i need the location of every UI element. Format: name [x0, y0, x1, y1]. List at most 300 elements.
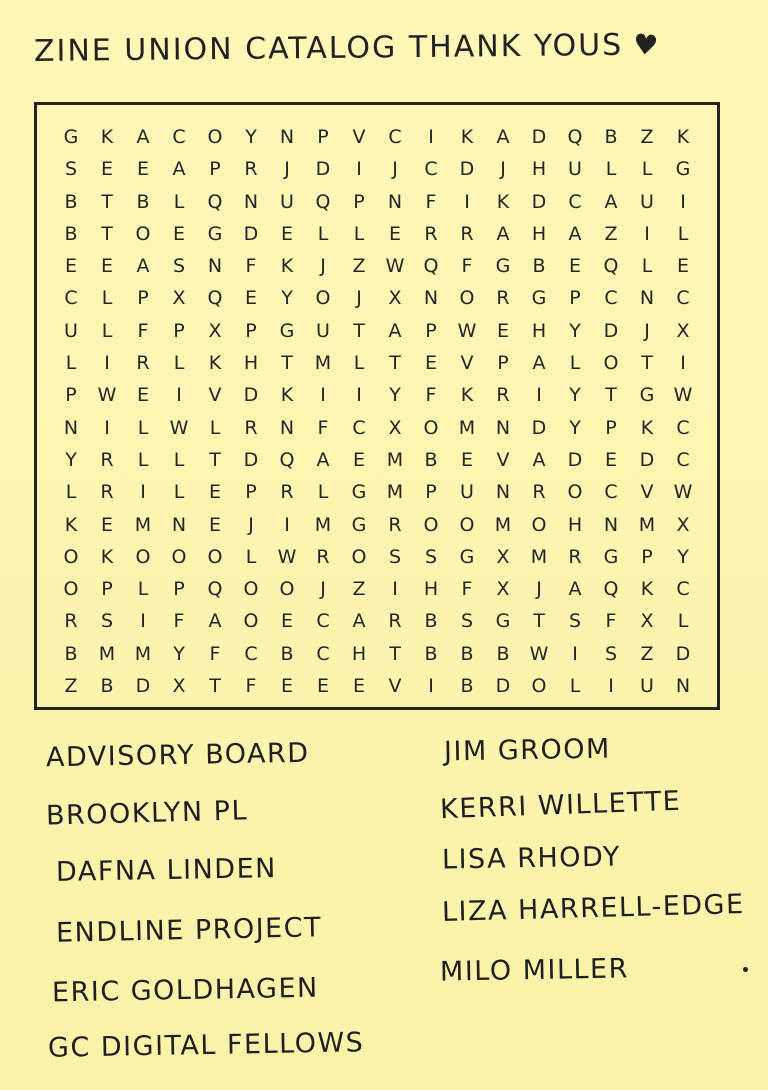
grid-cell: E [568, 255, 581, 278]
grid-cell: C [676, 416, 690, 439]
grid-cell: Q [207, 287, 223, 310]
grid-cell: E [244, 287, 257, 310]
word-list-item: ADVISORY BOARD [45, 737, 310, 774]
grid-cell: D [639, 448, 655, 471]
grid-cell: P [353, 190, 365, 213]
page-title [34, 27, 661, 69]
grid-cell: P [641, 545, 653, 568]
grid-cell: C [604, 481, 618, 504]
grid-cell: T [389, 352, 401, 375]
grid-cell: F [137, 319, 149, 342]
grid-cell: R [388, 610, 402, 633]
grid-cell: I [176, 384, 182, 407]
grid-cell: M [458, 416, 476, 439]
grid-cell: R [100, 448, 114, 471]
grid-cell: G [351, 513, 367, 536]
grid-cell: I [392, 578, 398, 601]
word-list-item: LIZA HARRELL-EDGE [441, 889, 745, 928]
grid-cell: C [352, 416, 366, 439]
grid-cell: X [496, 545, 510, 568]
grid-cell: M [314, 513, 332, 536]
grid-cell: D [675, 642, 691, 665]
grid-cell: R [460, 222, 474, 245]
grid-cell: R [136, 352, 150, 375]
grid-cell: B [532, 255, 546, 278]
grid-cell: L [101, 319, 113, 342]
grid-cell: H [531, 319, 547, 342]
grid-cell: Y [389, 384, 401, 407]
grid-cell: P [425, 319, 437, 342]
grid-cell: S [64, 158, 78, 181]
grid-cell: L [353, 352, 365, 375]
grid-cell: N [207, 255, 223, 278]
grid-cell: N [675, 675, 691, 698]
grid-cell: Y [569, 384, 581, 407]
grid-cell: E [136, 384, 149, 407]
grid-cell: V [208, 384, 222, 407]
grid-cell: B [496, 642, 510, 665]
grid-cell: C [172, 126, 186, 148]
grid-cell: O [459, 513, 475, 536]
grid-cell: X [640, 610, 654, 633]
grid-cell: D [567, 448, 583, 471]
grid-cell: B [64, 190, 78, 213]
grid-cell: B [100, 675, 114, 698]
grid-cell: K [460, 384, 474, 407]
grid-cell: U [640, 190, 654, 213]
grid-cell: O [207, 126, 223, 148]
grid-cell: Z [352, 255, 366, 278]
grid-cell: I [428, 675, 434, 698]
word-list-item: JIM GROOM [443, 733, 612, 768]
grid-cell: K [280, 384, 294, 407]
grid-cell: O [531, 513, 547, 536]
grid-cell: U [640, 675, 654, 698]
grid-cell: N [495, 416, 511, 439]
grid-cell: N [387, 190, 403, 213]
grid-cell: H [531, 158, 547, 181]
grid-cell: E [352, 675, 365, 698]
grid-cell: W [97, 384, 117, 407]
grid-cell: E [280, 675, 293, 698]
grid-cell: M [638, 513, 656, 536]
grid-cell: T [605, 384, 617, 407]
grid-cell: L [641, 255, 653, 278]
grid-cell: D [459, 158, 475, 181]
grid-cell: L [137, 448, 149, 471]
grid-cell: J [248, 513, 254, 536]
grid-cell: J [356, 287, 362, 310]
grid-cell: V [388, 675, 402, 698]
grid-cell: B [64, 222, 78, 245]
grid-cell: P [173, 319, 185, 342]
grid-cell: S [604, 642, 618, 665]
grid-cell: Y [281, 287, 293, 310]
grid-cell: F [461, 578, 473, 601]
grid-cell: Z [64, 675, 78, 698]
grid-cell: D [531, 190, 547, 213]
grid-cell: M [314, 352, 332, 375]
grid-cell: S [100, 610, 114, 633]
grid-cell: G [351, 481, 367, 504]
grid-cell: J [320, 578, 326, 601]
grid-cell: N [603, 513, 619, 536]
grid-cell: R [388, 513, 402, 536]
grid-cell: K [640, 578, 654, 601]
grid-cell: B [460, 642, 474, 665]
grid-cell: E [208, 481, 221, 504]
grid-cell: I [644, 222, 650, 245]
grid-cell: U [316, 319, 330, 342]
grid-cell: C [676, 287, 690, 310]
grid-cell: S [568, 610, 582, 633]
grid-cell: R [568, 545, 582, 568]
grid-cell: P [245, 481, 257, 504]
grid-cell: X [676, 513, 690, 536]
grid-cell: K [496, 190, 510, 213]
grid-cell: W [673, 384, 693, 407]
grid-cell: P [425, 481, 437, 504]
grid-cell: G [279, 319, 295, 342]
grid-cell: D [531, 126, 547, 148]
grid-cell: B [280, 642, 294, 665]
grid-cell: O [63, 545, 79, 568]
grid-cell: L [173, 190, 185, 213]
grid-cell: B [136, 190, 150, 213]
grid-cell: A [604, 190, 618, 213]
grid-cell: W [529, 642, 549, 665]
grid-cell: C [676, 448, 690, 471]
word-search-grid [53, 121, 701, 702]
grid-cell: Y [65, 448, 77, 471]
grid-cell: L [677, 222, 689, 245]
grid-cell: M [530, 545, 548, 568]
grid-cell: Y [677, 545, 689, 568]
grid-cell: H [423, 578, 439, 601]
grid-cell: E [100, 513, 113, 536]
grid-cell: G [603, 545, 619, 568]
grid-cell: Y [569, 319, 581, 342]
grid-cell: A [136, 126, 150, 148]
grid-cell: I [680, 352, 686, 375]
grid-cell: P [605, 416, 617, 439]
grid-cell: P [569, 287, 581, 310]
grid-cell: R [316, 545, 330, 568]
word-list-item: MILO MILLER [439, 953, 630, 988]
grid-cell: R [496, 287, 510, 310]
grid-cell: A [172, 158, 186, 181]
grid-cell: L [245, 545, 257, 568]
grid-cell: J [320, 255, 326, 278]
grid-cell: E [496, 319, 509, 342]
grid-cell: L [65, 352, 77, 375]
grid-cell: M [134, 642, 152, 665]
grid-cell: T [209, 448, 221, 471]
grid-cell: N [63, 416, 79, 439]
grid-cell: K [280, 255, 294, 278]
grid-cell: Q [603, 578, 619, 601]
grid-cell: E [100, 255, 113, 278]
word-list-item: LISA RHODY [441, 841, 622, 876]
grid-cell: A [136, 255, 150, 278]
grid-cell: D [135, 675, 151, 698]
grid-cell: G [531, 287, 547, 310]
grid-cell: G [495, 255, 511, 278]
grid-cell: O [63, 578, 79, 601]
grid-cell: E [604, 448, 617, 471]
word-list-item: ERIC GOLDHAGEN [51, 972, 319, 1009]
grid-cell: O [243, 578, 259, 601]
grid-cell: K [208, 352, 222, 375]
grid-cell: I [464, 190, 470, 213]
grid-cell: S [424, 545, 438, 568]
grid-cell: E [280, 610, 293, 633]
grid-cell: F [209, 642, 221, 665]
grid-cell: H [567, 513, 583, 536]
grid-cell: L [173, 481, 185, 504]
grid-cell: R [100, 481, 114, 504]
grid-cell: D [243, 384, 259, 407]
grid-cell: Z [352, 578, 366, 601]
grid-cell: N [639, 287, 655, 310]
grid-cell: A [532, 352, 546, 375]
grid-cell: M [98, 642, 116, 665]
grid-cell: C [388, 126, 402, 148]
grid-cell: A [208, 610, 222, 633]
grid-cell: P [209, 158, 221, 181]
grid-cell: I [680, 190, 686, 213]
grid-cell: I [140, 481, 146, 504]
grid-cell: I [428, 126, 434, 148]
grid-cell: L [641, 158, 653, 181]
grid-cell: O [171, 545, 187, 568]
grid-cell: T [533, 610, 545, 633]
grid-cell: I [104, 352, 110, 375]
grid-cell: C [424, 158, 438, 181]
grid-cell: G [495, 610, 511, 633]
grid-cell: V [352, 126, 366, 148]
grid-cell: L [101, 287, 113, 310]
grid-cell: C [64, 287, 78, 310]
grid-cell: G [63, 126, 79, 148]
word-list-item: BROOKLYN PL [45, 795, 249, 832]
grid-cell: I [140, 610, 146, 633]
grid-cell: O [423, 513, 439, 536]
grid-cell: F [605, 610, 617, 633]
grid-cell: U [64, 319, 78, 342]
grid-cell: C [676, 578, 690, 601]
grid-cell: P [101, 578, 113, 601]
grid-cell: E [316, 675, 329, 698]
grid-cell: F [245, 675, 257, 698]
grid-cell: H [531, 222, 547, 245]
grid-cell: T [641, 352, 653, 375]
grid-cell: C [316, 610, 330, 633]
grid-cell: G [639, 384, 655, 407]
grid-cell: B [424, 448, 438, 471]
grid-cell: L [209, 416, 221, 439]
grid-cell: N [279, 126, 295, 148]
grid-cell: P [65, 384, 77, 407]
grid-cell: I [356, 158, 362, 181]
word-list-item: KERRI WILLETTE [439, 785, 682, 826]
grid-cell: N [495, 481, 511, 504]
grid-cell: M [134, 513, 152, 536]
grid-cell: D [315, 158, 331, 181]
grid-cell: C [316, 642, 330, 665]
grid-cell: D [603, 319, 619, 342]
grid-cell: U [460, 481, 474, 504]
grid-cell: O [243, 610, 259, 633]
grid-cell: W [673, 481, 693, 504]
grid-cell: A [388, 319, 402, 342]
grid-cell: N [423, 287, 439, 310]
grid-cell: C [244, 642, 258, 665]
grid-cell: J [644, 319, 650, 342]
grid-cell: X [388, 287, 402, 310]
grid-cell: Z [604, 222, 618, 245]
grid-cell: O [531, 675, 547, 698]
grid-cell: J [500, 158, 506, 181]
grid-cell: I [104, 416, 110, 439]
grid-cell: J [392, 158, 398, 181]
grid-cell: L [605, 158, 617, 181]
grid-cell: W [457, 319, 477, 342]
grid-cell: D [531, 416, 547, 439]
grid-cell: I [572, 642, 578, 665]
grid-cell: B [64, 642, 78, 665]
grid-cell: F [425, 190, 437, 213]
grid-cell: Q [567, 126, 583, 148]
word-list-item: GC DIGITAL FELLOWS [47, 1027, 365, 1064]
grid-cell: E [388, 222, 401, 245]
grid-cell: C [604, 287, 618, 310]
grid-cell: G [207, 222, 223, 245]
grid-cell: Q [207, 190, 223, 213]
grid-cell: O [351, 545, 367, 568]
grid-cell: H [351, 642, 367, 665]
grid-cell: E [172, 222, 185, 245]
grid-cell: L [317, 481, 329, 504]
grid-cell: F [425, 384, 437, 407]
grid-cell: F [245, 255, 257, 278]
grid-cell: A [316, 448, 330, 471]
word-list-item: ENDLINE PROJECT [55, 912, 323, 949]
grid-cell: V [640, 481, 654, 504]
grid-cell: X [388, 416, 402, 439]
grid-cell: V [460, 352, 474, 375]
grid-cell: C [568, 190, 582, 213]
grid-cell: K [64, 513, 78, 536]
grid-cell: R [424, 222, 438, 245]
grid-cell: Q [603, 255, 619, 278]
grid-cell: D [243, 222, 259, 245]
grid-cell: X [172, 675, 186, 698]
grid-cell: S [388, 545, 402, 568]
grid-cell: T [209, 675, 221, 698]
grid-cell: O [459, 287, 475, 310]
grid-cell: N [171, 513, 187, 536]
grid-cell: L [677, 610, 689, 633]
grid-cell: O [207, 545, 223, 568]
grid-cell: Z [640, 126, 654, 148]
grid-cell: B [604, 126, 618, 148]
grid-cell: A [496, 222, 510, 245]
grid-cell: Q [315, 190, 331, 213]
grid-cell: A [352, 610, 366, 633]
grid-cell: Y [245, 126, 257, 148]
grid-cell: M [494, 513, 512, 536]
grid-cell: A [532, 448, 546, 471]
grid-cell: Q [207, 578, 223, 601]
grid-cell: R [64, 610, 78, 633]
grid-cell: I [608, 675, 614, 698]
grid-cell: T [281, 352, 293, 375]
grid-cell: P [245, 319, 257, 342]
grid-cell: L [173, 352, 185, 375]
grid-cell: I [284, 513, 290, 536]
grid-cell: X [676, 319, 690, 342]
grid-cell: S [460, 610, 474, 633]
grid-cell: A [496, 126, 510, 148]
grid-cell: J [284, 158, 290, 181]
grid-cell: O [567, 481, 583, 504]
grid-cell: X [172, 287, 186, 310]
grid-cell: K [640, 416, 654, 439]
grid-cell: R [496, 384, 510, 407]
grid-cell: W [277, 545, 297, 568]
grid-cell: E [424, 352, 437, 375]
grid-cell: V [496, 448, 510, 471]
grid-cell: Q [279, 448, 295, 471]
grid-cell: M [386, 448, 404, 471]
grid-cell: B [460, 675, 474, 698]
grid-cell: P [137, 287, 149, 310]
grid-cell: B [424, 642, 438, 665]
word-search-box [34, 102, 720, 710]
grid-cell: P [173, 578, 185, 601]
grid-cell: O [423, 416, 439, 439]
grid-cell: Y [173, 642, 185, 665]
grid-cell: K [676, 126, 690, 148]
grid-cell: O [279, 578, 295, 601]
grid-cell: R [532, 481, 546, 504]
grid-cell: L [569, 352, 581, 375]
grid-cell: K [100, 545, 114, 568]
grid-cell: E [136, 158, 149, 181]
grid-cell: A [568, 578, 582, 601]
grid-cell: O [135, 545, 151, 568]
grid-cell: L [65, 481, 77, 504]
grid-cell: L [569, 675, 581, 698]
title-text: ZINE UNION CATALOG THANK YOUS [33, 27, 624, 69]
grid-cell: H [243, 352, 259, 375]
grid-cell: O [315, 287, 331, 310]
grid-cell: E [208, 513, 221, 536]
grid-cell: I [356, 384, 362, 407]
grid-cell: E [676, 255, 689, 278]
grid-cell: J [536, 578, 542, 601]
heart-icon: ♥ [631, 27, 662, 63]
grid-cell: F [173, 610, 185, 633]
grid-cell: U [280, 190, 294, 213]
grid-cell: Z [640, 642, 654, 665]
grid-cell: A [568, 222, 582, 245]
ink-dot [743, 967, 748, 972]
grid-cell: X [208, 319, 222, 342]
word-list-item: DAFNA LINDEN [55, 853, 278, 888]
grid-cell: P [497, 352, 509, 375]
